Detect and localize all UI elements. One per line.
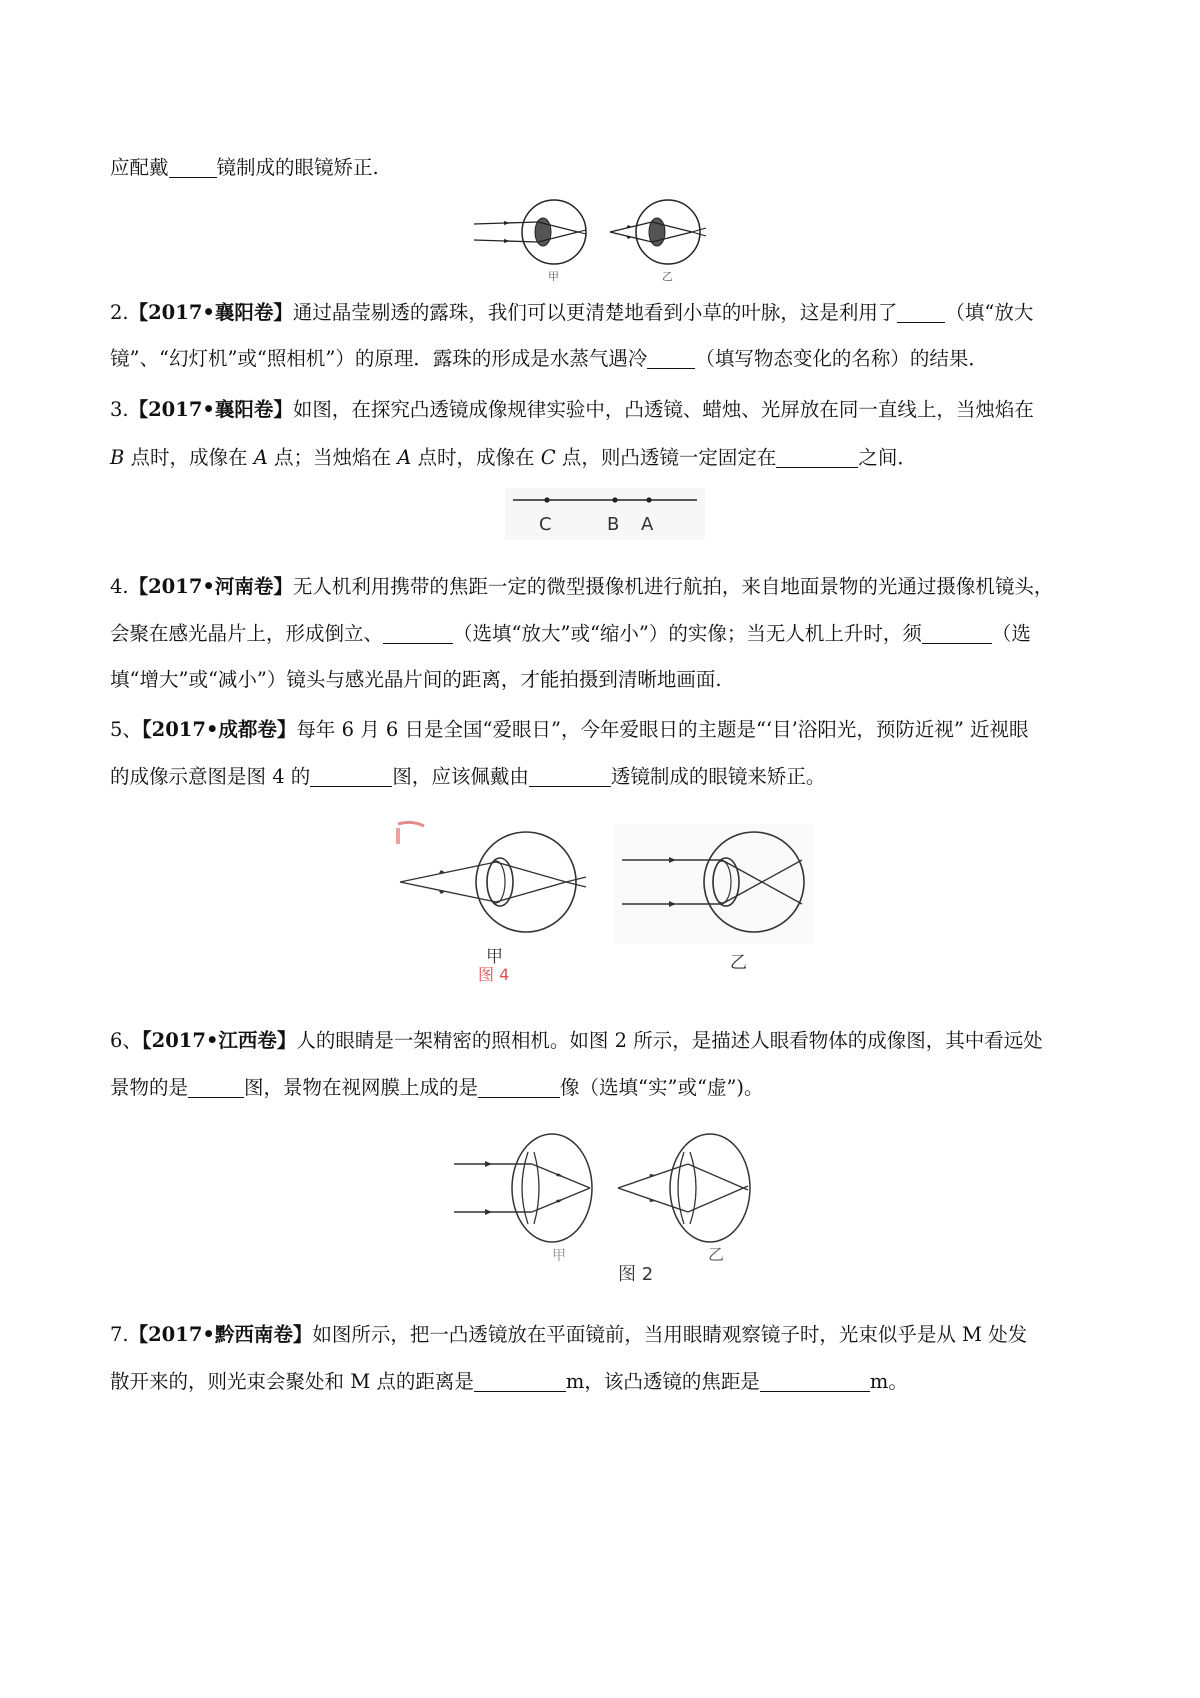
figure-number-line xyxy=(505,488,705,540)
q4-line-3 xyxy=(110,665,722,695)
q2-source: 【2017•襄阳卷】 xyxy=(128,301,293,324)
q4-text: 无人机利用携带的焦距一定的微型摄像机进行航拍，来自地面景物的光通过摄像机镜头， xyxy=(292,575,1054,598)
q6-line-2 xyxy=(110,1073,764,1103)
q5-text: 的成像示意图是图 4 的 xyxy=(110,765,311,788)
label-yi: 乙 xyxy=(662,270,673,283)
blank[interactable] xyxy=(188,1075,244,1098)
q2-line-2 xyxy=(110,344,988,374)
label-yi: 乙 xyxy=(730,953,747,973)
blank[interactable] xyxy=(647,346,695,369)
q7-line-2 xyxy=(110,1367,908,1397)
q5-text: 每年 6 月 6 日是全国“爱眼日”，今年爱眼日的主题是“‘目’浴阳光，预防近视” 近视眼 xyxy=(296,718,1029,741)
q7-text: m，该凸透镜的焦距是 xyxy=(565,1370,760,1393)
q3-line-1 xyxy=(110,395,1034,425)
label-jia: 甲 xyxy=(552,1248,566,1264)
q4-text: 填“增大”或“减小”）镜头与感光晶片间的距离，才能拍摄到清晰地画面. xyxy=(110,668,722,691)
figure-eye-diagrams-4 xyxy=(396,820,816,1000)
q4-text: 会聚在感光晶片上，形成倒立、 xyxy=(110,622,384,645)
q6-text: 景物的是 xyxy=(110,1076,189,1099)
q4-source: 【2017•河南卷】 xyxy=(128,575,293,598)
q2-text: （填“放大 xyxy=(945,301,1034,324)
q3-text: 如图，在探究凸透镜成像规律实验中，凸透镜、蜡烛、光屏放在同一直线上，当烛焰在 xyxy=(292,398,1034,421)
q2-text: （填写物态变化的名称）的结果． xyxy=(695,347,988,370)
q3-number: 3. xyxy=(110,398,129,421)
q6-source: 【2017•江西卷】 xyxy=(141,1029,297,1052)
q3-point-c: C xyxy=(540,446,556,469)
q6-text: 图，景物在视网膜上成的是 xyxy=(244,1076,479,1099)
q5-number: 5、 xyxy=(110,718,142,741)
label-yi: 乙 xyxy=(708,1245,725,1264)
blank[interactable] xyxy=(383,621,453,644)
q7-line-1 xyxy=(110,1320,1027,1350)
q6-text: 像（选填“实”或“虚”)。 xyxy=(560,1076,764,1099)
label-jia: 甲 xyxy=(486,947,503,967)
q6-number: 6、 xyxy=(110,1029,142,1052)
q3-text: 点时，成像在 xyxy=(411,446,541,469)
q3-point-a: A xyxy=(397,446,412,469)
blank[interactable] xyxy=(776,445,858,468)
q7-text: m。 xyxy=(869,1370,908,1393)
q3-line-2 xyxy=(110,443,917,473)
q4-number: 4. xyxy=(110,575,129,598)
q1-text-a: 应配戴 xyxy=(110,156,169,179)
label-jia: 甲 xyxy=(548,270,559,283)
q3-source: 【2017•襄阳卷】 xyxy=(128,398,293,421)
blank[interactable] xyxy=(760,1369,870,1392)
label-c: C xyxy=(539,514,552,535)
q5-text: 图，应该佩戴由 xyxy=(392,765,529,788)
q4-line-2 xyxy=(110,619,1031,649)
q4-text: （选填“放大”或“缩小”）的实像；当无人机上升时，须 xyxy=(453,622,922,645)
q4-text: （选 xyxy=(991,622,1031,645)
figure-caption: 图 4 xyxy=(478,965,510,984)
q2-text: 通过晶莹剔透的露珠，我们可以更清楚地看到小草的叶脉，这是利用了 xyxy=(292,301,898,324)
q2-line-1 xyxy=(110,298,1033,328)
blank[interactable] xyxy=(922,621,992,644)
q3-text: 点，则凸透镜一定固定在 xyxy=(555,446,777,469)
blank[interactable] xyxy=(474,1369,566,1392)
label-a: A xyxy=(641,514,654,535)
q7-number: 7. xyxy=(110,1323,129,1346)
blank[interactable] xyxy=(310,764,392,787)
q7-text: 散开来的，则光束会聚处和 M 点的距离是 xyxy=(110,1370,474,1393)
q2-number: 2. xyxy=(110,301,129,324)
q5-line-1 xyxy=(110,715,1029,745)
blank[interactable] xyxy=(897,300,945,323)
q5-text: 透镜制成的眼镜来矫正。 xyxy=(610,765,826,788)
q6-text: 人的眼睛是一架精密的照相机。如图 2 所示，是描述人眼看物体的成像图，其中看远处 xyxy=(296,1029,1043,1052)
q6-line-1 xyxy=(110,1026,1043,1056)
q5-source: 【2017•成都卷】 xyxy=(141,718,297,741)
q2-text: 镜”、“幻灯机”或“照相机”）的原理．露珠的形成是水蒸气遇冷 xyxy=(110,347,648,370)
q3-point-a: A xyxy=(253,446,268,469)
label-b: B xyxy=(607,514,620,535)
q1-text-b: 镜制成的眼镜矫正. xyxy=(216,156,379,179)
blank[interactable] xyxy=(529,764,611,787)
blank[interactable] xyxy=(169,155,217,178)
q3-text: 点；当烛焰在 xyxy=(267,446,398,469)
figure-eye-diagrams-1 xyxy=(470,194,740,284)
q5-line-2 xyxy=(110,762,825,792)
q1-line xyxy=(110,153,379,183)
q3-text: 之间． xyxy=(858,446,917,469)
figure-eye-diagrams-2 xyxy=(452,1128,772,1288)
q3-text: 点时，成像在 xyxy=(124,446,254,469)
q7-text: 如图所示，把一凸透镜放在平面镜前，当用眼睛观察镜子时，光束似乎是从 M 处发 xyxy=(312,1323,1028,1346)
q7-source: 【2017•黔西南卷】 xyxy=(128,1323,313,1346)
figure-caption: 图 2 xyxy=(618,1264,654,1285)
blank[interactable] xyxy=(478,1075,560,1098)
q4-line-1 xyxy=(110,572,1053,602)
q3-point-b: B xyxy=(110,446,125,469)
